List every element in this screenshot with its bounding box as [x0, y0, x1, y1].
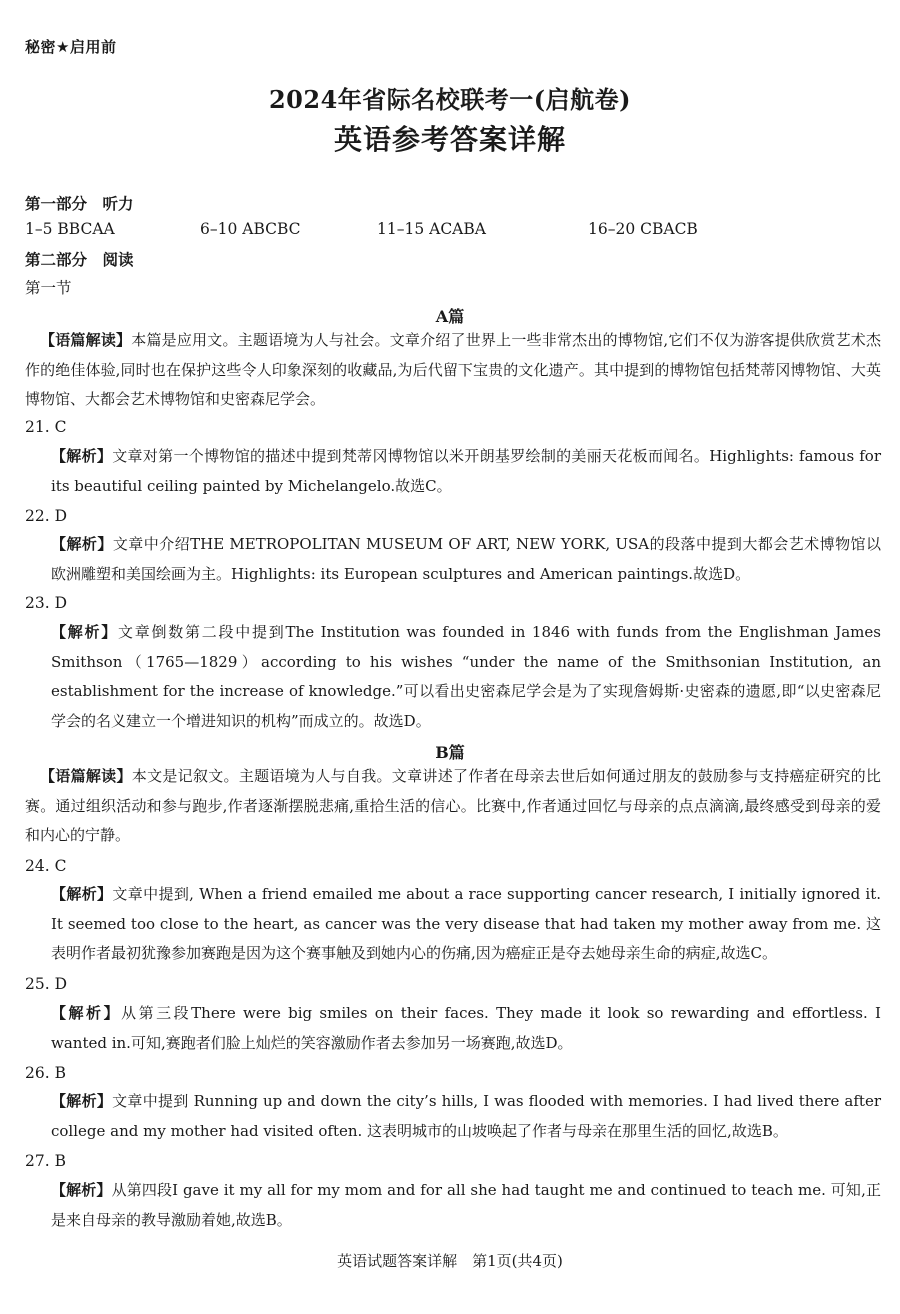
- question-explanation: [51, 880, 881, 969]
- question-explanation: [51, 1087, 881, 1146]
- analysis-tag: 【解析】: [51, 1092, 113, 1110]
- analysis-text: 从第四段I gave it my all for my mom and for all she had taught me and continued to teach me. 可知,正是来自母亲的教导激励着她,故选B。: [51, 1181, 881, 1229]
- analysis-tag: 【解析】: [51, 1181, 112, 1199]
- listening-answers-1-5: 1–5 BBCAA: [25, 220, 115, 238]
- intro-text: 本篇是应用文。主题语境为人与社会。文章介绍了世界上一些非常杰出的博物馆,它们不仅为游客提供欣赏艺术杰作的绝佳体验,同时也在保护这些令人印象深刻的收藏品,为后代留下宝贵的文化遗产。其中提到的博物馆包括梵蒂冈博物馆、大英博物馆、大都会艺术博物馆和史密森尼学会。: [25, 331, 881, 408]
- page-footer: 英语试题答案详解 第1页(共4页): [337, 1252, 563, 1270]
- part2-label: 第二部分 阅读: [25, 251, 134, 269]
- analysis-tag: 【解析】: [51, 1004, 122, 1022]
- question-number: 22. D: [25, 507, 68, 525]
- analysis-tag: 【解析】: [51, 885, 113, 903]
- intro-text: 本文是记叙文。主题语境为人与自我。文章讲述了作者在母亲去世后如何通过朋友的鼓励参与支持癌症研究的比赛。通过组织活动和参与跑步,作者逐渐摆脱悲痛,重拾生活的信心。比赛中,作者通过回忆与母亲的点点滴滴,最终感受到母亲的爱和内心的宁静。: [25, 767, 881, 844]
- question-explanation: [51, 1176, 881, 1235]
- exam-title: 2024年省际名校联考一(启航卷): [268, 85, 631, 114]
- listening-answers-6-10: 6–10 ABCBC: [200, 220, 301, 238]
- passage-b-heading: B篇: [435, 743, 465, 762]
- question-number: 24. C: [25, 857, 67, 875]
- passage-b-intro: [25, 762, 881, 851]
- analysis-text: 文章中提到, When a friend emailed me about a race supporting cancer research, I initially ignored it. It seemed too close to the heart, as cancer was the very disease that had taken my mother away from me. 这表明作者最初犹豫参加赛跑是因为这个赛事触及到她内心的伤痛,因为癌症正是夺去她母亲生命的病症,故选C。: [51, 885, 881, 962]
- question-explanation: [51, 530, 881, 589]
- question-number: 25. D: [25, 975, 68, 993]
- analysis-text: 从第三段There were big smiles on their faces. They made it look so rewarding and effortless. I wanted in.可知,赛跑者们脸上灿烂的笑容激励作者去参加另一场赛跑,故选D。: [51, 1004, 881, 1052]
- question-number: 21. C: [25, 418, 67, 436]
- analysis-tag: 【解析】: [51, 447, 113, 465]
- intro-tag: 【语篇解读】: [40, 331, 132, 349]
- listening-answers-16-20: 16–20 CBACB: [588, 220, 698, 238]
- analysis-tag: 【解析】: [51, 535, 113, 553]
- passage-a-heading: A篇: [435, 307, 465, 326]
- analysis-text: 文章倒数第二段中提到The Institution was founded in 1846 with funds from the Englishman James Smithson（1765—1829）according to his wishes “under the name of the Smithsonian Institution, an establishment for the increase of knowledge.”可以看出史密森尼学会是为了实现詹姆斯·史密森的遗愿,即“以史密森尼学会的名义建立一个增进知识的机构”而成立的。故选D。: [51, 623, 881, 730]
- analysis-tag: 【解析】: [51, 623, 119, 641]
- document-subtitle: 英语参考答案详解: [333, 123, 566, 156]
- question-explanation: [51, 999, 881, 1058]
- question-number: 23. D: [25, 594, 68, 612]
- question-explanation: [51, 618, 881, 736]
- part1-label: 第一部分 听力: [25, 195, 134, 213]
- intro-tag: 【语篇解读】: [40, 767, 132, 785]
- passage-a-intro: [25, 326, 881, 415]
- analysis-text: 文章中介绍THE METROPOLITAN MUSEUM OF ART, NEW YORK, USA的段落中提到大都会艺术博物馆以欧洲雕塑和美国绘画为主。Highlights: its European sculptures and American paintings.故选D。: [51, 535, 881, 583]
- listening-answers-11-15: 11–15 ACABA: [377, 220, 486, 238]
- confidential-mark: 秘密★启用前: [25, 38, 117, 56]
- analysis-text: 文章中提到 Running up and down the city’s hills, I was flooded with memories. I had lived there after college and my mother had visited often. 这表明城市的山坡唤起了作者与母亲在那里生活的回忆,故选B。: [51, 1092, 881, 1140]
- section-label: 第一节: [25, 279, 72, 297]
- question-explanation: [51, 442, 881, 501]
- question-number: 27. B: [25, 1152, 66, 1170]
- question-number: 26. B: [25, 1064, 66, 1082]
- analysis-text: 文章对第一个博物馆的描述中提到梵蒂冈博物馆以米开朗基罗绘制的美丽天花板而闻名。Highlights: famous for its beautiful ceiling painted by Michelangelo.故选C。: [51, 447, 881, 495]
